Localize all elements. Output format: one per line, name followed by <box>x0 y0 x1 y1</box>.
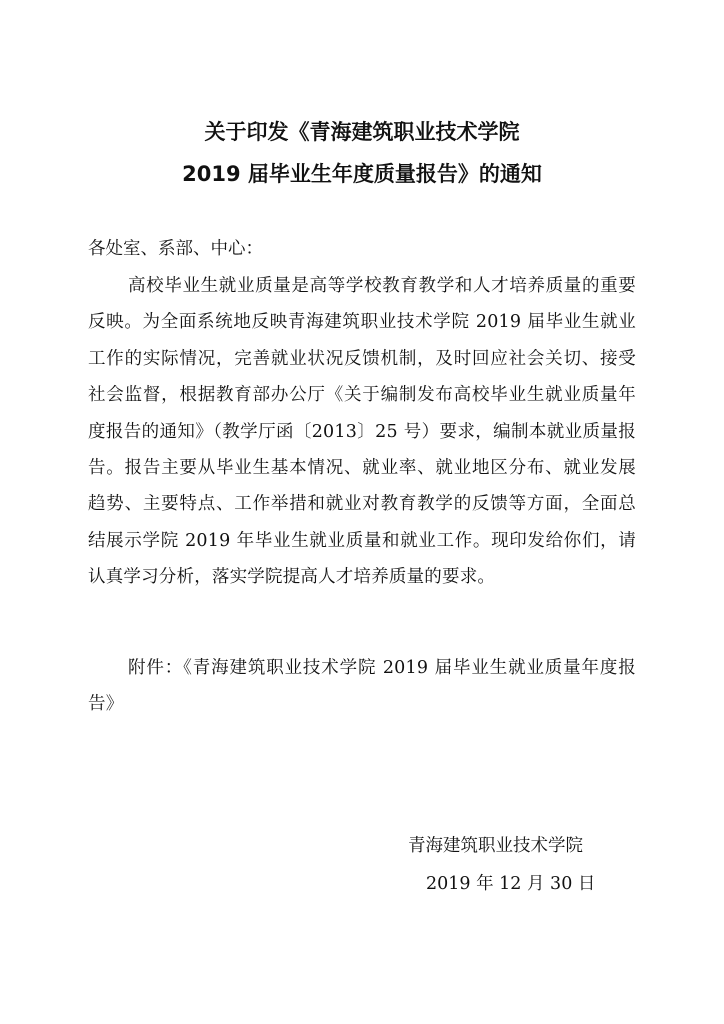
signature-date: 2019 年 12 月 30 日 <box>426 874 596 894</box>
attachment-note: 附件：《青海建筑职业技术学院 2019 届毕业生就业质量年度报告》 <box>88 658 636 715</box>
signature-organization: 青海建筑职业技术学院 <box>408 836 583 856</box>
body-paragraph: 高校毕业生就业质量是高等学校教育教学和人才培养质量的重要反映。为全面系统地反映青海建筑职业技术学院 2019 届毕业生就业工作的实际情况，完善就业状况反馈机制，及时回应社会关切、接受社会监督，根据教育部办公厅《关于编制发布高校毕业生就业质量年度报告的通知》（教学厅函〔2013〕25 号）要求，编制本就业质量报告。报告主要从毕业生基本情况、就业率、就业地区分布、就业发展趋势、主要特点、工作举措和就业对教育教学的反馈等方面，全面总结展示学院 2019 年毕业生就业质量和就业工作。现印发给你们，请认真学习分析，落实学院提高人才培养质量的要求。 <box>88 276 636 588</box>
document-title-line-2: 2019 届毕业生年度质量报告》的通知 <box>182 162 542 186</box>
document-title-line-1: 关于印发《青海建筑职业技术学院 <box>204 120 520 144</box>
salutation: 各处室、系部、中心： <box>88 239 263 259</box>
